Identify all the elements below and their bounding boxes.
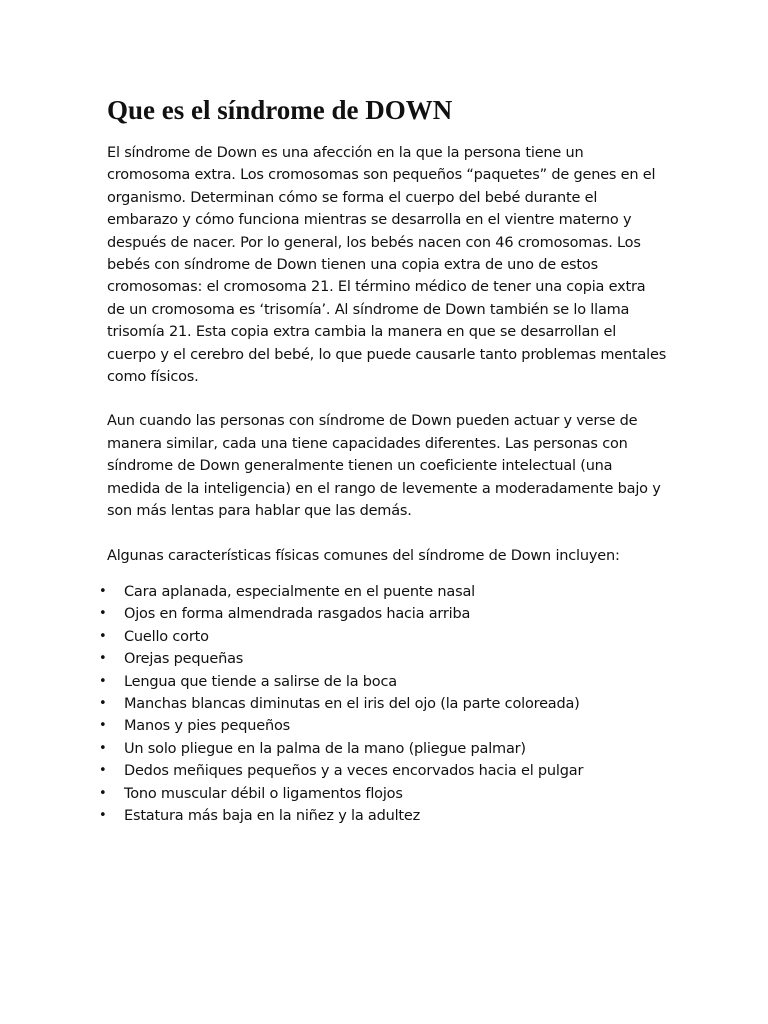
- bullet-icon: •: [99, 718, 107, 734]
- list-item: [99, 603, 667, 625]
- bullet-icon: •: [99, 628, 107, 644]
- paragraph-capabilities: Aun cuando las personas con síndrome de Down pueden actuar y verse de manera similar, cada una tiene capacidades diferentes. Las personas con síndrome de Down generalmente tienen un coeficiente intelectual (una medida de la inteligencia) en el rango de levemente a moderadamente bajo y son más lentas para hablar que las demás.: [107, 413, 661, 520]
- bullet-icon: •: [99, 763, 107, 779]
- bullet-icon: •: [99, 740, 107, 756]
- list-item: [99, 693, 667, 715]
- bullet-icon: •: [99, 583, 107, 599]
- paragraph-definition: El síndrome de Down es una afección en la que la persona tiene un cromosoma extra. Los cromosomas son pequeños “paquetes” de genes en el organismo. Determinan cómo se forma el cuerpo del bebé durante el embarazo y cómo funciona mientras se desarrolla en el vientre materno y después de nacer. Por lo general, los bebés nacen con 46 cromosomas. Los bebés con síndrome de Down tienen una copia extra de uno de estos cromosomas: el cromosoma 21. El término médico de tener una copia extra de un cromosoma es ‘trisomía’. Al síndrome de Down también se lo llama trisomía 21. Esta copia extra cambia la manera en que se desarrollan el cuerpo y el cerebro del bebé, lo que puede causarle tanto problemas mentales como físicos.: [107, 145, 667, 386]
- bullet-icon: •: [99, 651, 107, 667]
- list-item: [99, 671, 667, 693]
- bullet-icon: •: [99, 695, 107, 711]
- bullet-icon: •: [99, 785, 107, 801]
- list-item-text: Cuello corto: [124, 628, 209, 645]
- bullet-icon: •: [99, 807, 107, 823]
- list-item-text: Cara aplanada, especialmente en el puente nasal: [124, 583, 475, 600]
- list-item: [99, 715, 667, 737]
- bullet-icon: •: [99, 606, 107, 622]
- document-title: Que es el síndrome de DOWN: [107, 95, 453, 125]
- list-item-text: Orejas pequeñas: [124, 651, 244, 668]
- list-item: [99, 581, 667, 603]
- list-item: [99, 626, 667, 648]
- bullet-icon: •: [99, 673, 107, 689]
- list-item: [99, 760, 667, 782]
- list-item-text: Manos y pies pequeños: [124, 718, 290, 735]
- paragraph-list-intro: Algunas características físicas comunes del síndrome de Down incluyen:: [107, 547, 620, 564]
- list-item-text: Estatura más baja en la niñez y la adultez: [124, 807, 421, 824]
- characteristics-list: [99, 581, 667, 827]
- list-item-text: Dedos meñiques pequeños y a veces encorvados hacia el pulgar: [124, 763, 584, 780]
- list-item: [99, 805, 667, 827]
- document-page: [99, 92, 667, 827]
- list-item-text: Un solo pliegue en la palma de la mano (pliegue palmar): [124, 740, 526, 757]
- list-item: [99, 648, 667, 670]
- list-item-text: Tono muscular débil o ligamentos flojos: [124, 785, 403, 802]
- list-item-text: Lengua que tiende a salirse de la boca: [124, 673, 397, 690]
- list-item-text: Ojos en forma almendrada rasgados hacia arriba: [124, 606, 471, 623]
- list-item-text: Manchas blancas diminutas en el iris del ojo (la parte coloreada): [124, 695, 580, 712]
- list-item: [99, 738, 667, 760]
- list-item: [99, 783, 667, 805]
